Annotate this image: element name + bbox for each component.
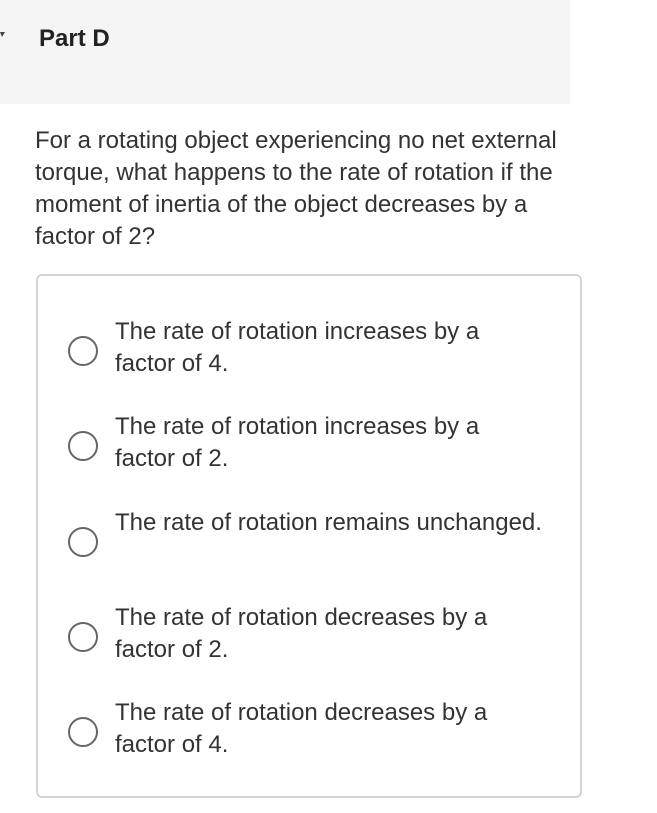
radio-button[interactable] <box>68 431 98 461</box>
answer-options <box>36 274 582 798</box>
answer-option-label: The rate of rotation remains unchanged. <box>115 509 542 536</box>
part-header <box>0 0 570 104</box>
answer-option-1[interactable] <box>38 316 580 392</box>
answer-option-4[interactable] <box>38 602 580 678</box>
radio-button[interactable] <box>68 622 98 652</box>
answer-option-label: The rate of rotation increases by a factor of 2. <box>115 413 480 472</box>
answer-option-5[interactable] <box>38 697 580 773</box>
answer-option-label: The rate of rotation decreases by a factor of 4. <box>115 699 488 758</box>
answer-option-2[interactable] <box>38 411 580 487</box>
radio-button[interactable] <box>68 527 98 557</box>
answer-option-label: The rate of rotation decreases by a factor of 2. <box>115 604 488 663</box>
radio-button[interactable] <box>68 336 98 366</box>
collapse-chevron-icon[interactable] <box>0 28 6 40</box>
radio-button[interactable] <box>68 717 98 747</box>
question-text: For a rotating object experiencing no net external torque, what happens to the rate of rotation if the moment of inertia of the object decreases by a factor of 2? <box>35 127 557 250</box>
part-title: Part D <box>39 25 110 52</box>
answer-option-label: The rate of rotation increases by a factor of 4. <box>115 318 480 377</box>
answer-option-3[interactable] <box>38 507 580 583</box>
